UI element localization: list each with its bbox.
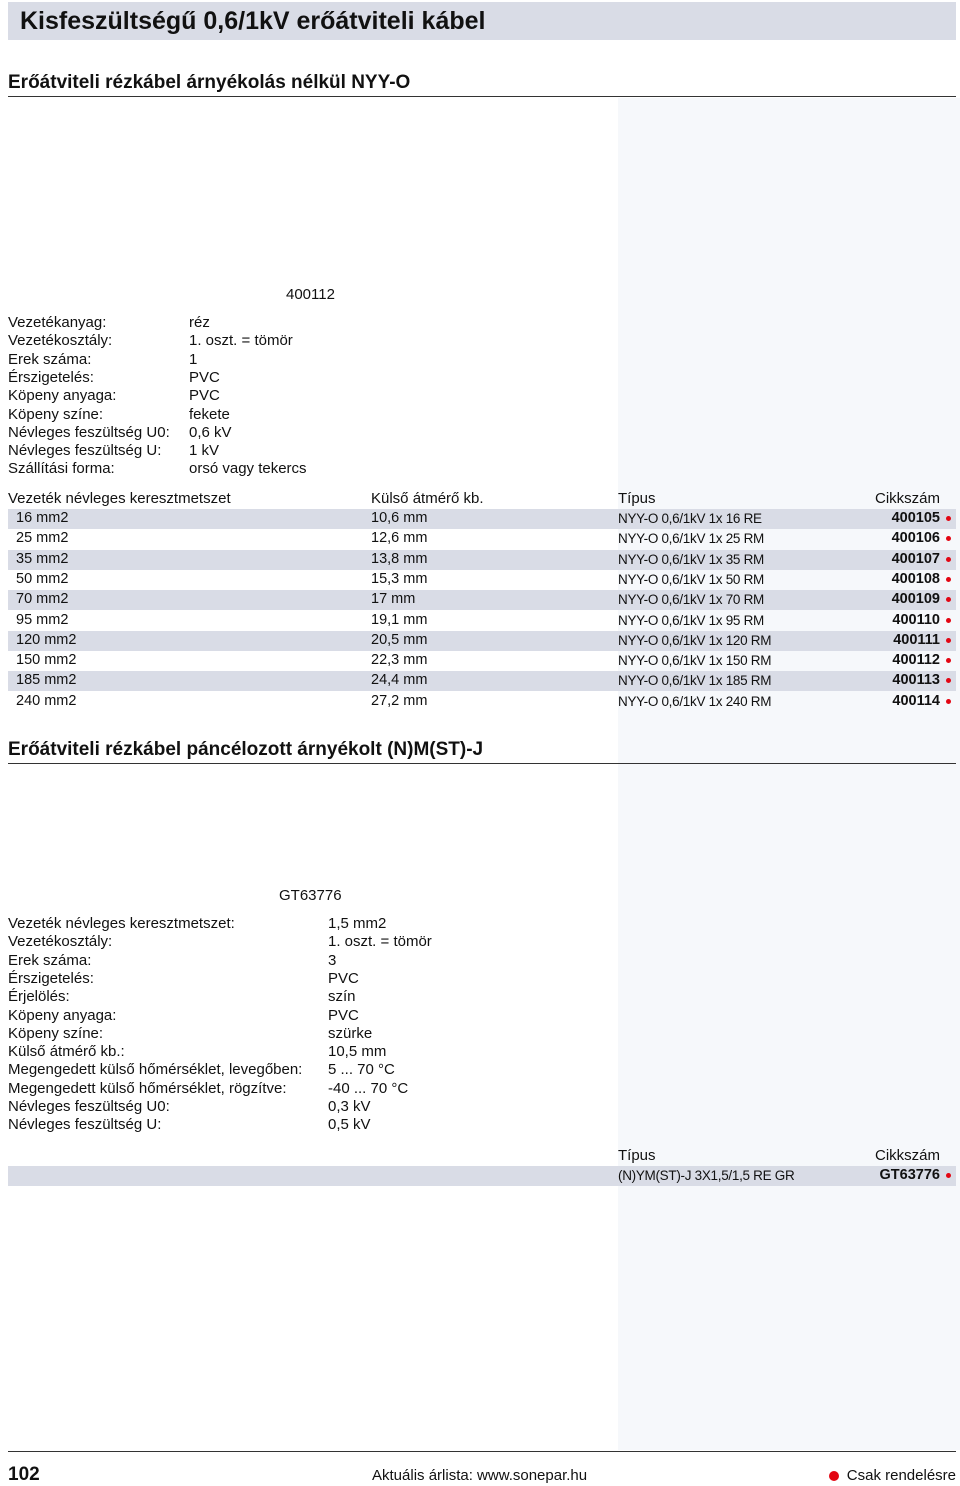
order-only-dot-icon (946, 699, 951, 704)
spec-value: réz (189, 314, 210, 331)
cell-outer-diameter: 15,3 mm (371, 570, 428, 587)
spec-label: Köpeny anyaga: (8, 1006, 117, 1024)
cell-item-number: 400112 (892, 652, 940, 669)
col-header-item-number: Cikkszám (874, 490, 940, 507)
order-only-legend (829, 1467, 956, 1484)
table-row (8, 692, 956, 712)
spec-label: Köpeny anyaga: (8, 387, 117, 405)
col-header-type: Típus (618, 1147, 656, 1164)
table-row (8, 529, 956, 549)
title-bar (8, 2, 956, 40)
section-rule (8, 96, 956, 97)
spec-value: 5 ... 70 °C (328, 1061, 395, 1079)
spec-value: 0,6 kV (189, 423, 232, 441)
product-image-code: GT63776 (279, 887, 342, 904)
cell-item-number: 400108 (891, 570, 940, 587)
spec-value: 1,5 mm2 (328, 915, 387, 932)
section-heading-nmst-j: Erőátviteli rézkábel páncélozott árnyékolt (N)M(ST)-J (8, 739, 484, 760)
cell-type: NYY-O 0,6/1kV 1x 240 RM (618, 693, 772, 709)
cell-type: NYY-O 0,6/1kV 1x 150 RM (618, 653, 772, 669)
spec-value: PVC (189, 387, 220, 405)
spec-value: PVC (189, 368, 220, 386)
cell-type: NYY-O 0,6/1kV 1x 95 RM (618, 612, 764, 628)
table-row (8, 1166, 956, 1186)
cell-outer-diameter: 20,5 mm (371, 631, 428, 648)
cell-cross-section: 120 mm2 (16, 631, 77, 648)
spec-label: Névleges feszültség U0: (8, 1098, 170, 1115)
cell-cross-section: 150 mm2 (16, 652, 77, 669)
spec-value: 3 (328, 951, 337, 969)
cell-cross-section: 185 mm2 (16, 672, 77, 689)
right-column-tint (618, 98, 960, 1450)
col-header-item-number: Cikkszám (874, 1147, 940, 1164)
cell-type: NYY-O 0,6/1kV 1x 25 RM (618, 531, 764, 547)
order-only-dot-icon (946, 638, 951, 643)
cell-type: NYY-O 0,6/1kV 1x 120 RM (618, 632, 772, 648)
pricelist-note: Aktuális árlista: www.sonepar.hu (372, 1467, 588, 1484)
cell-outer-diameter: 24,4 mm (371, 672, 428, 689)
cell-item-number: 400110 (892, 611, 940, 628)
cell-outer-diameter: 19,1 mm (371, 611, 428, 628)
spec-label: Vezetékanyag: (8, 314, 107, 331)
cell-outer-diameter: 17 mm (371, 591, 416, 608)
col-header-outer-diameter: Külső átmérő kb. (371, 490, 484, 507)
spec-label: Névleges feszültség U0: (8, 423, 170, 441)
spec-value: 1 kV (189, 442, 220, 460)
order-only-dot-icon (946, 557, 951, 562)
footer-rule (8, 1451, 956, 1452)
spec-label: Vezetékosztály: (8, 332, 113, 350)
spec-value: 0,5 kV (328, 1116, 371, 1134)
order-only-dot-icon (946, 658, 951, 663)
section-rule (8, 763, 956, 764)
spec-label: Érszigetelés: (8, 368, 94, 386)
table-row (8, 631, 956, 651)
table-row (8, 651, 956, 671)
cell-cross-section: 35 mm2 (16, 550, 69, 567)
cell-item-number: 400106 (891, 530, 940, 547)
cell-type: NYY-O 0,6/1kV 1x 50 RM (618, 571, 764, 587)
cell-item-number: 400109 (891, 591, 940, 608)
cell-cross-section: 70 mm2 (16, 591, 69, 608)
order-only-dot-icon (946, 536, 951, 541)
spec-label: Vezeték névleges keresztmetszet: (8, 915, 235, 932)
cell-item-number: 400111 (893, 631, 940, 648)
order-only-dot-icon (829, 1471, 839, 1481)
cell-type: NYY-O 0,6/1kV 1x 70 RM (618, 592, 764, 608)
spec-label: Külső átmérő kb.: (8, 1043, 125, 1061)
cell-outer-diameter: 27,2 mm (371, 692, 428, 709)
cell-type: NYY-O 0,6/1kV 1x 35 RM (618, 551, 764, 567)
cell-type: NYY-O 0,6/1kV 1x 16 RE (618, 511, 762, 526)
cell-outer-diameter: 10,6 mm (371, 510, 428, 526)
spec-label: Érszigetelés: (8, 969, 94, 987)
spec-label: Vezetékosztály: (8, 933, 113, 951)
cell-cross-section: 16 mm2 (16, 510, 69, 526)
table-row (8, 509, 956, 529)
order-only-dot-icon (946, 1173, 951, 1178)
spec-value: szín (328, 988, 356, 1006)
order-only-dot-icon (946, 577, 951, 582)
spec-value: -40 ... 70 °C (328, 1079, 409, 1097)
cell-outer-diameter: 22,3 mm (371, 652, 428, 669)
cell-cross-section: 240 mm2 (16, 692, 77, 709)
cell-cross-section: 50 mm2 (16, 570, 69, 587)
cell-item-number: 400107 (891, 550, 940, 567)
table-row (8, 671, 956, 691)
col-header-cross-section: Vezeték névleges keresztmetszet (8, 490, 231, 507)
page-number: 102 (8, 1464, 40, 1485)
order-only-label: Csak rendelésre (846, 1467, 956, 1484)
cell-item-number: 400114 (892, 692, 940, 709)
cell-cross-section: 25 mm2 (16, 530, 69, 547)
cell-cross-section: 95 mm2 (16, 611, 69, 628)
spec-label: Erek száma: (8, 350, 92, 368)
spec-label: Megengedett külső hőmérséklet, rögzítve: (8, 1079, 287, 1097)
spec-label: Érjelölés: (8, 988, 70, 1006)
cell-outer-diameter: 12,6 mm (371, 530, 428, 547)
spec-value: PVC (328, 1006, 359, 1024)
spec-value: 0,3 kV (328, 1098, 371, 1115)
table-row (8, 550, 956, 570)
spec-label: Megengedett külső hőmérséklet, levegőben: (8, 1061, 303, 1079)
spec-value: fekete (189, 405, 230, 423)
spec-label: Névleges feszültség U: (8, 1116, 162, 1134)
spec-label: Köpeny színe: (8, 1024, 104, 1042)
spec-value: 10,5 mm (328, 1043, 387, 1061)
page-title: Kisfeszültségű 0,6/1kV erőátviteli kábel (20, 7, 486, 35)
order-only-dot-icon (946, 678, 951, 683)
product-image-code: 400112 (286, 286, 335, 303)
section-heading-nyy-o: Erőátviteli rézkábel árnyékolás nélkül NYY-O (8, 72, 411, 93)
spec-value: 1 (189, 350, 198, 368)
cell-item-number: GT63776 (879, 1167, 940, 1183)
spec-value: PVC (328, 969, 359, 987)
spec-value: orsó vagy tekercs (189, 460, 307, 478)
spec-value: 1. oszt. = tömör (328, 933, 432, 951)
table-row (8, 570, 956, 590)
spec-label: Köpeny színe: (8, 405, 104, 423)
order-only-dot-icon (946, 618, 951, 623)
table-row (8, 611, 956, 631)
spec-value: szürke (328, 1024, 373, 1042)
cell-item-number: 400113 (892, 672, 940, 689)
cell-item-number: 400105 (891, 510, 940, 526)
order-only-dot-icon (946, 516, 951, 521)
cell-type: (N)YM(ST)-J 3X1,5/1,5 RE GR (618, 1168, 795, 1183)
order-only-dot-icon (946, 597, 951, 602)
table-row (8, 590, 956, 610)
cell-type: NYY-O 0,6/1kV 1x 185 RM (618, 673, 772, 689)
cell-outer-diameter: 13,8 mm (371, 550, 428, 567)
col-header-type: Típus (618, 490, 656, 507)
spec-label: Névleges feszültség U: (8, 442, 162, 460)
spec-label: Erek száma: (8, 951, 92, 969)
spec-value: 1. oszt. = tömör (189, 332, 293, 350)
spec-label: Szállítási forma: (8, 460, 115, 478)
